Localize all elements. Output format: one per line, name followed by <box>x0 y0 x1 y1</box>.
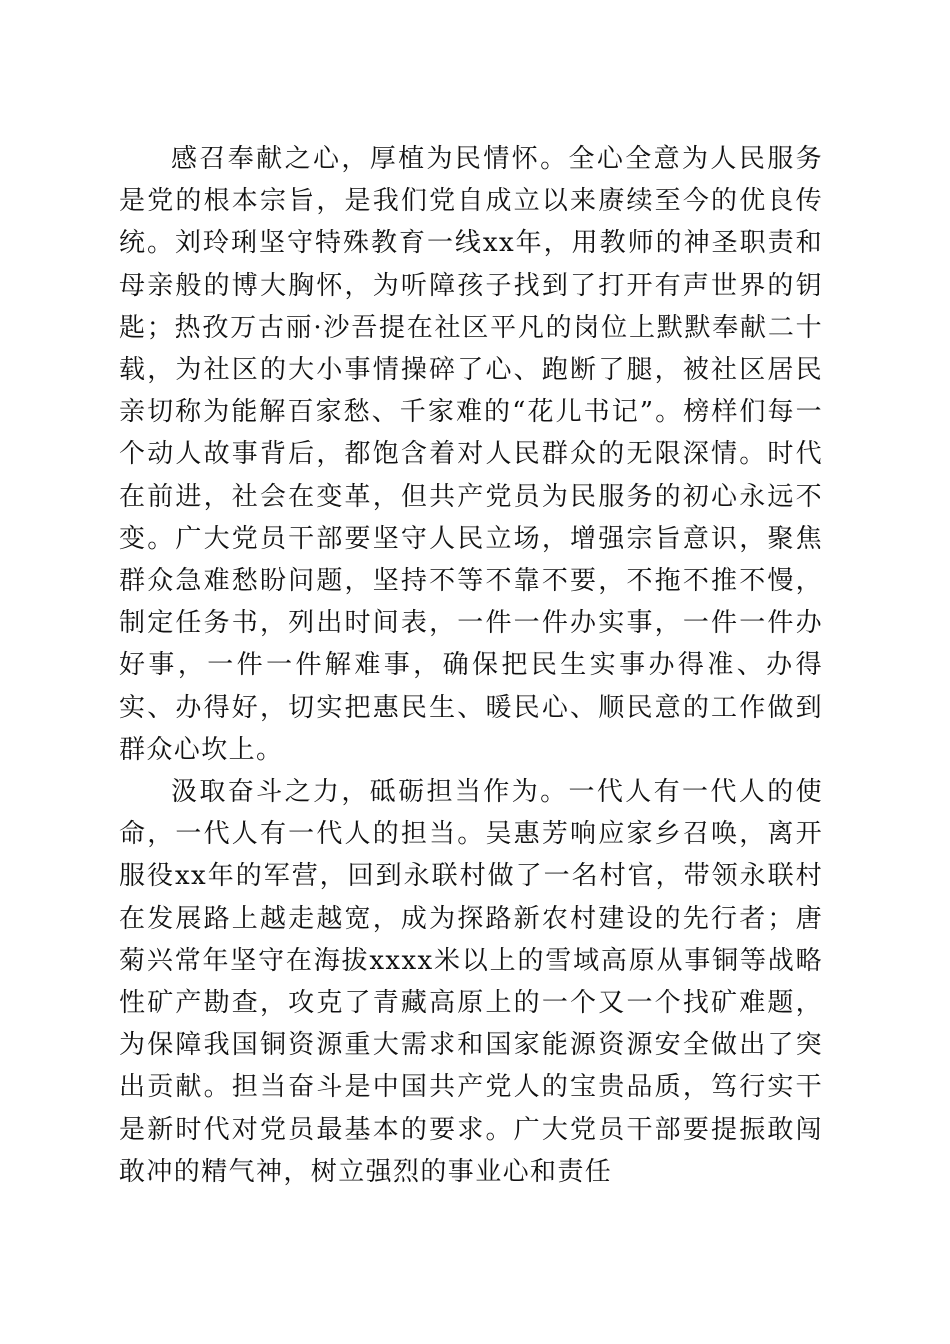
document-body <box>119 138 823 1193</box>
paragraph-struggle: 汲取奋斗之力，砥砺担当作为。一代人有一代人的使命，一代人有一代人的担当。吴惠芳响应家乡召唤，离开服役xx年的军营，回到永联村做了一名村官，带领永联村在发展路上越走越宽，成为探路新农村建设的先行者；唐菊兴常年坚守在海拔xxxx米以上的雪域高原从事铜等战略性矿产勘查，攻克了青藏高原上的一个又一个找矿难题，为保障我国铜资源重大需求和国家能源资源安全做出了突出贡献。担当奋斗是中国共产党人的宝贵品质，笃行实干是新时代对党员最基本的要求。广大党员干部要提振敢闯敢冲的精气神，树立强烈的事业心和责任 <box>119 777 823 1187</box>
paragraph-dedication: 感召奉献之心，厚植为民情怀。全心全意为人民服务是党的根本宗旨，是我们党自成立以来赓续至今的优良传统。刘玲琍坚守特殊教育一线xx年，用教师的神圣职责和母亲般的博大胸怀，为听障孩子找到了打开有声世界的钥匙；热孜万古丽·沙吾提在社区平凡的岗位上默默奉献二十载，为社区的大小事情操碎了心、跑断了腿，被社区居民亲切称为能解百家愁、千家难的“花儿书记”。榜样们每一个动人故事背后，都饱含着对人民群众的无限深情。时代在前进，社会在变革，但共产党员为民服务的初心永远不变。广大党员干部要坚守人民立场，增强宗旨意识，聚焦群众急难愁盼问题，坚持不等不靠不要，不拖不推不慢，制定任务书，列出时间表，一件一件办实事，一件一件办好事，一件一件解难事，确保把民生实事办得准、办得实、办得好，切实把惠民生、暖民心、顺民意的工作做到群众心坎上。 <box>119 144 823 765</box>
